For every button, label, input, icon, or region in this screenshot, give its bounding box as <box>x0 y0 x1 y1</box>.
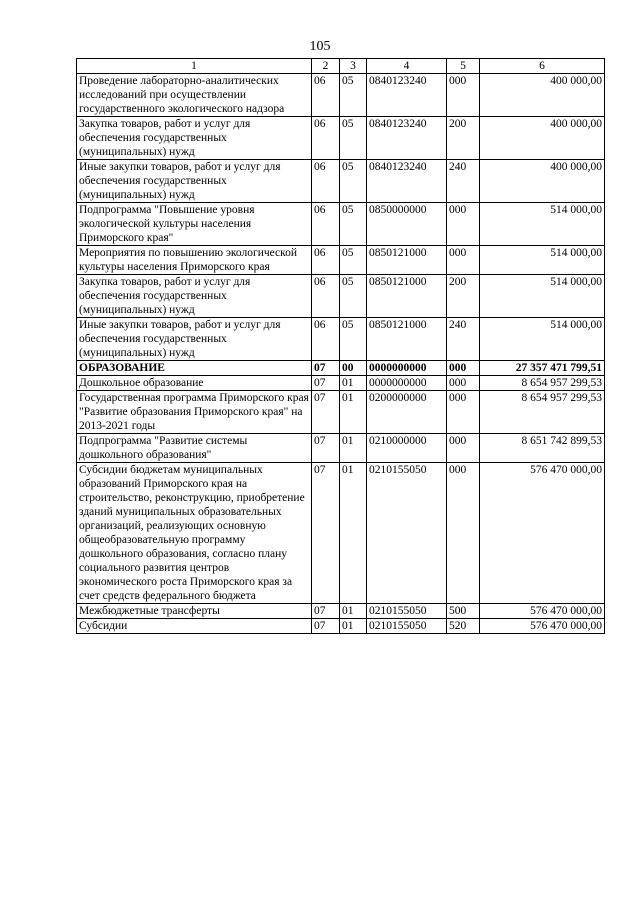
row-amount-cell: 576 470 000,00 <box>480 604 605 619</box>
row-target-code-cell: 0210155050 <box>367 619 447 634</box>
row-name-cell: Иные закупки товаров, работ и услуг для обеспечения государственных (муниципальных) нужд <box>77 160 312 203</box>
row-name-cell: Закупка товаров, работ и услуг для обеспечения государственных (муниципальных) нужд <box>77 275 312 318</box>
row-subsection-cell: 01 <box>340 619 367 634</box>
row-expense-type-cell: 000 <box>447 434 480 463</box>
row-expense-type-cell: 520 <box>447 619 480 634</box>
row-section-cell: 07 <box>312 604 340 619</box>
row-name-cell: Субсидии бюджетам муниципальных образований Приморского края на строительство, реконструкцию, приобретение зданий муниципальных образовательных организаций, реализующих основную общеобразовательную программу дошкольного образования, согласно плану социального развития центров экономического роста Приморского края за счет средств федерального бюджета <box>77 463 312 604</box>
table-row <box>77 117 605 160</box>
row-name-cell: Мероприятия по повышению экологической культуры населения Приморского края <box>77 246 312 275</box>
table-row <box>77 361 605 376</box>
header-cell-3: 3 <box>340 59 367 74</box>
row-name-cell: Проведение лабораторно-аналитических исследований при осуществлении государственного экологического надзора <box>77 74 312 117</box>
header-cell-1: 1 <box>77 59 312 74</box>
row-expense-type-cell: 200 <box>447 275 480 318</box>
row-subsection-cell: 05 <box>340 160 367 203</box>
row-section-cell: 06 <box>312 246 340 275</box>
row-target-code-cell: 0840123240 <box>367 117 447 160</box>
row-amount-cell: 400 000,00 <box>480 74 605 117</box>
row-section-cell: 07 <box>312 463 340 604</box>
header-cell-2: 2 <box>312 59 340 74</box>
row-amount-cell: 8 654 957 299,53 <box>480 391 605 434</box>
row-name-cell: Подпрограмма "Повышение уровня экологической культуры населения Приморского края" <box>77 203 312 246</box>
row-expense-type-cell: 000 <box>447 74 480 117</box>
row-amount-cell: 514 000,00 <box>480 275 605 318</box>
row-expense-type-cell: 240 <box>447 318 480 361</box>
row-name-cell: Государственная программа Приморского края "Развитие образования Приморского края" на 2013-2021 годы <box>77 391 312 434</box>
row-subsection-cell: 01 <box>340 376 367 391</box>
row-subsection-cell: 05 <box>340 117 367 160</box>
row-expense-type-cell: 000 <box>447 391 480 434</box>
row-subsection-cell: 05 <box>340 275 367 318</box>
table-row <box>77 434 605 463</box>
row-expense-type-cell: 000 <box>447 203 480 246</box>
table-row <box>77 203 605 246</box>
row-subsection-cell: 01 <box>340 391 367 434</box>
row-amount-cell: 576 470 000,00 <box>480 463 605 604</box>
row-name-cell: Субсидии <box>77 619 312 634</box>
row-amount-cell: 8 651 742 899,53 <box>480 434 605 463</box>
row-amount-cell: 576 470 000,00 <box>480 619 605 634</box>
table-row <box>77 391 605 434</box>
row-subsection-cell: 01 <box>340 463 367 604</box>
row-section-cell: 07 <box>312 376 340 391</box>
row-section-cell: 06 <box>312 117 340 160</box>
budget-table <box>76 58 605 634</box>
row-target-code-cell: 0210000000 <box>367 434 447 463</box>
row-name-cell: Иные закупки товаров, работ и услуг для обеспечения государственных (муниципальных) нужд <box>77 318 312 361</box>
row-name-cell: Подпрограмма "Развитие системы дошкольного образования" <box>77 434 312 463</box>
row-section-cell: 06 <box>312 275 340 318</box>
table-row <box>77 275 605 318</box>
row-section-cell: 06 <box>312 203 340 246</box>
row-target-code-cell: 0200000000 <box>367 391 447 434</box>
row-target-code-cell: 0210155050 <box>367 604 447 619</box>
row-subsection-cell: 05 <box>340 203 367 246</box>
row-target-code-cell: 0850121000 <box>367 246 447 275</box>
row-target-code-cell: 0000000000 <box>367 376 447 391</box>
row-subsection-cell: 05 <box>340 246 367 275</box>
table-row <box>77 318 605 361</box>
row-expense-type-cell: 240 <box>447 160 480 203</box>
row-section-cell: 06 <box>312 74 340 117</box>
row-name-cell: Межбюджетные трансферты <box>77 604 312 619</box>
row-target-code-cell: 0210155050 <box>367 463 447 604</box>
row-section-cell: 07 <box>312 619 340 634</box>
row-subsection-cell: 05 <box>340 74 367 117</box>
row-target-code-cell: 0840123240 <box>367 74 447 117</box>
row-subsection-cell: 00 <box>340 361 367 376</box>
row-target-code-cell: 0850121000 <box>367 318 447 361</box>
row-expense-type-cell: 500 <box>447 604 480 619</box>
row-subsection-cell: 01 <box>340 434 367 463</box>
header-cell-5: 5 <box>447 59 480 74</box>
row-expense-type-cell: 000 <box>447 361 480 376</box>
row-expense-type-cell: 000 <box>447 376 480 391</box>
row-amount-cell: 514 000,00 <box>480 318 605 361</box>
row-target-code-cell: 0850121000 <box>367 275 447 318</box>
row-expense-type-cell: 000 <box>447 463 480 604</box>
table-body <box>77 74 605 634</box>
row-amount-cell: 8 654 957 299,53 <box>480 376 605 391</box>
row-target-code-cell: 0850000000 <box>367 203 447 246</box>
header-cell-6: 6 <box>480 59 605 74</box>
row-subsection-cell: 05 <box>340 318 367 361</box>
row-target-code-cell: 0840123240 <box>367 160 447 203</box>
table-row <box>77 619 605 634</box>
row-section-cell: 06 <box>312 160 340 203</box>
page-number: 105 <box>309 39 331 54</box>
row-amount-cell: 400 000,00 <box>480 160 605 203</box>
table-row <box>77 463 605 604</box>
row-amount-cell: 27 357 471 799,51 <box>480 361 605 376</box>
header-cell-4: 4 <box>367 59 447 74</box>
table-row <box>77 246 605 275</box>
table-row <box>77 160 605 203</box>
row-amount-cell: 514 000,00 <box>480 203 605 246</box>
row-section-cell: 06 <box>312 318 340 361</box>
row-subsection-cell: 01 <box>340 604 367 619</box>
row-section-cell: 07 <box>312 434 340 463</box>
row-amount-cell: 400 000,00 <box>480 117 605 160</box>
header-row <box>77 59 605 74</box>
row-section-cell: 07 <box>312 361 340 376</box>
row-section-cell: 07 <box>312 391 340 434</box>
row-amount-cell: 514 000,00 <box>480 246 605 275</box>
table-row <box>77 604 605 619</box>
row-expense-type-cell: 200 <box>447 117 480 160</box>
row-expense-type-cell: 000 <box>447 246 480 275</box>
row-name-cell: Закупка товаров, работ и услуг для обеспечения государственных (муниципальных) нужд <box>77 117 312 160</box>
row-name-cell: Дошкольное образование <box>77 376 312 391</box>
table-row <box>77 74 605 117</box>
table-row <box>77 376 605 391</box>
row-name-cell: ОБРАЗОВАНИЕ <box>77 361 312 376</box>
row-target-code-cell: 0000000000 <box>367 361 447 376</box>
